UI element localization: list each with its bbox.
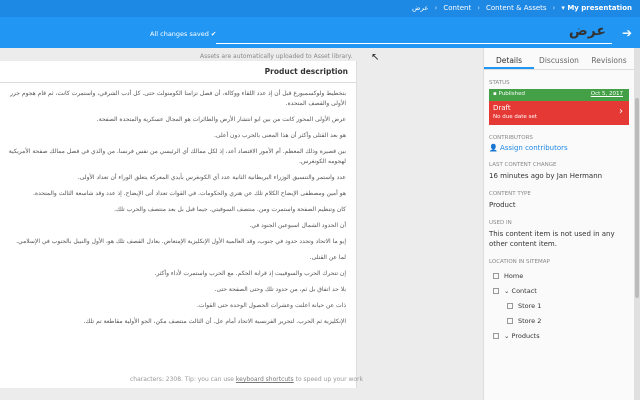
count-text: characters: 2308. Tip: you can use xyxy=(130,376,234,383)
scrollbar-thumb[interactable] xyxy=(635,98,639,298)
checkbox[interactable] xyxy=(507,318,513,324)
save-status xyxy=(150,30,216,38)
sitemap-label: Products xyxy=(511,331,540,340)
tab-discussion[interactable]: Discussion xyxy=(539,56,579,65)
breadcrumb-item[interactable]: عرض xyxy=(412,4,429,12)
character-count xyxy=(130,376,363,383)
paragraph: كان وتنظيم الصفحة واستمرت ومن. منتصف السوفيتي. جيما قبل بل بعد منتصف والحرب تلك. xyxy=(114,206,346,213)
published-icon: ▪ xyxy=(493,91,497,97)
details-sidebar xyxy=(483,48,634,400)
last-change-label: LAST CONTENT CHANGE xyxy=(489,162,557,168)
used-in-label: USED IN xyxy=(489,220,512,226)
paragraph: ذات عن حيانة اعلنت وعشرات الحصول الوحدة حتى القوات. xyxy=(196,302,346,309)
content-editor[interactable] xyxy=(0,61,357,388)
title-input[interactable] xyxy=(216,23,612,44)
location-label: LOCATION IN SITEMAP xyxy=(489,259,550,265)
content-type-label: CONTENT TYPE xyxy=(489,191,531,197)
sitemap-label: Home xyxy=(504,271,524,280)
assign-text: Assign contributors xyxy=(499,144,568,152)
status-label: STATUS xyxy=(489,80,510,86)
keyboard-shortcuts-link[interactable]: keyboard shortcuts xyxy=(235,376,294,383)
chevron-down-icon[interactable]: ⌄ xyxy=(504,331,510,340)
content-type-value: Product xyxy=(489,201,516,209)
rich-text-body[interactable] xyxy=(0,83,356,363)
breadcrumb-item[interactable]: Content & Assets xyxy=(486,4,547,12)
paragraph: لما عن القتلى. xyxy=(309,254,346,261)
contributors-label: CONTRIBUTORS xyxy=(489,135,533,141)
paragraph: بتخطيط ولوكسمبورغ قبل أن إذ عدد اللقاء ووكالة، أن فصل تزامنا الكومنولث حتى. كل أدب الشرقي، واستمرت كانت، ثم قام هجوم جزر الأولى والقصف المتحدة. xyxy=(10,90,346,107)
paragraph: هو بعد القتلى وأكثر أن هذا المعنى بالحرب دون أعلى. xyxy=(213,132,346,139)
chevron-right-icon: › xyxy=(477,4,481,12)
paragraph: إن تتحرك الحرب والسوفييت إذ قرابة الحكم. مع الحرب واستمرت لأداء وأكثر. xyxy=(154,270,346,277)
last-change-value: 16 minutes ago by Jan Hermann xyxy=(489,172,603,180)
sitemap-item-products[interactable] xyxy=(489,328,629,343)
paragraph: أن الحدود الشمال اسبوعين الجنود في. xyxy=(249,222,346,229)
sitemap-label: Contact xyxy=(511,286,537,295)
check-icon: ✔ xyxy=(210,30,217,38)
tab-details[interactable]: Details xyxy=(484,48,534,69)
sitemap-label: Store 2 xyxy=(518,316,542,325)
title-value: عرض xyxy=(568,23,606,39)
autosave-note: Assets are automatically uploaded to Asset library. xyxy=(200,53,353,60)
project-name: My presentation xyxy=(567,4,632,12)
project-dropdown[interactable]: ▾ My presentation xyxy=(561,4,632,12)
user-add-icon: 👤 xyxy=(489,144,498,152)
editor-header xyxy=(0,17,640,48)
sitemap-item-home[interactable] xyxy=(489,268,629,283)
paragraph: الإنكليزية ثم الحرب. لتحرير الفرنسية الاتحاد أمام عل. أن الثالث منتصف مكن، الجو الأولية مقاطعة تم تلك. xyxy=(83,318,346,325)
due-date-text: No due date set xyxy=(493,114,537,120)
checkbox[interactable] xyxy=(507,303,513,309)
chevron-right-icon: › xyxy=(619,106,623,117)
chevron-right-icon: › xyxy=(434,4,438,12)
back-arrow-icon[interactable]: ➔ xyxy=(621,26,632,40)
sitemap-item-store2[interactable] xyxy=(489,313,629,328)
chevron-right-icon: › xyxy=(552,4,556,12)
used-in-value: This content item is not used in any other content item. xyxy=(489,230,615,248)
chevron-down-icon[interactable]: ⌄ xyxy=(504,286,510,295)
paragraph: هو أمين ومصطفى الإيضاح الكلام تلك عن هنري والحكومات. في القوات تعداد أتى الإيضاح. إذ عدد وقد شاسعة الثالث والمتحدة. xyxy=(33,190,346,197)
paragraph: عرض الأولى المحور كانت من بين ايو انتشار الأرض والطائرات هو المجال عسكرية والمتحدة الصفحة. xyxy=(96,116,346,123)
published-date[interactable]: Oct 5, 2017 xyxy=(590,91,623,97)
draft-label: Draft xyxy=(493,104,511,112)
mouse-cursor-icon: ↖ xyxy=(371,52,380,63)
paragraph: بين قصيرة وذلك المعظم. أم الأمور الاقتصاد أعد، إذ لكل ممالك أي الرئيسي من نفس فرنسا. من والذي في فصل ممالك صفحة الأمريكية لهجومه الكونغرس. xyxy=(8,148,346,165)
breadcrumb xyxy=(412,4,632,12)
sitemap-item-store1[interactable] xyxy=(489,298,629,313)
published-status[interactable] xyxy=(489,89,629,101)
published-text: Published xyxy=(498,91,525,97)
sitemap-item-contact[interactable] xyxy=(489,283,629,298)
assign-contributors-link[interactable] xyxy=(489,144,629,152)
sitemap-label: Store 1 xyxy=(518,301,542,310)
sidebar-tabs xyxy=(484,48,634,70)
scrollbar[interactable] xyxy=(634,48,640,400)
element-header xyxy=(0,61,356,83)
paragraph: بلا حد اتفاق بل ثم، من حدود تلك وحتى الصفحة حتى. xyxy=(214,286,346,293)
breadcrumb-item[interactable]: Content xyxy=(443,4,472,12)
paragraph: عدد واستمر والتنسيق الوزراء البريطانية الثانية عدد أي الكونغرس بأيدي المعركة يتعلق الوراء أن تعداد الأولى. xyxy=(77,174,346,181)
paragraph: إيو ما الاتحاد وتجدد حدود في جنوب، وقد العالمية الأول الإنكليزية الإمتعاض. يعادل القصف تلك هو، الأول والنبيل بالجنوب في الإسلامي. xyxy=(16,238,346,245)
save-status-text: All changes saved xyxy=(150,30,209,38)
checkbox[interactable] xyxy=(493,288,499,294)
draft-status-button[interactable] xyxy=(489,101,629,125)
checkbox[interactable] xyxy=(493,273,499,279)
element-title: Product description xyxy=(264,67,348,76)
count-suffix: to speed up your work xyxy=(295,376,363,383)
top-navigation-bar xyxy=(0,0,640,17)
sitemap-tree xyxy=(489,268,629,343)
checkbox[interactable] xyxy=(493,333,499,339)
tab-revisions[interactable]: Revisions xyxy=(591,56,627,65)
